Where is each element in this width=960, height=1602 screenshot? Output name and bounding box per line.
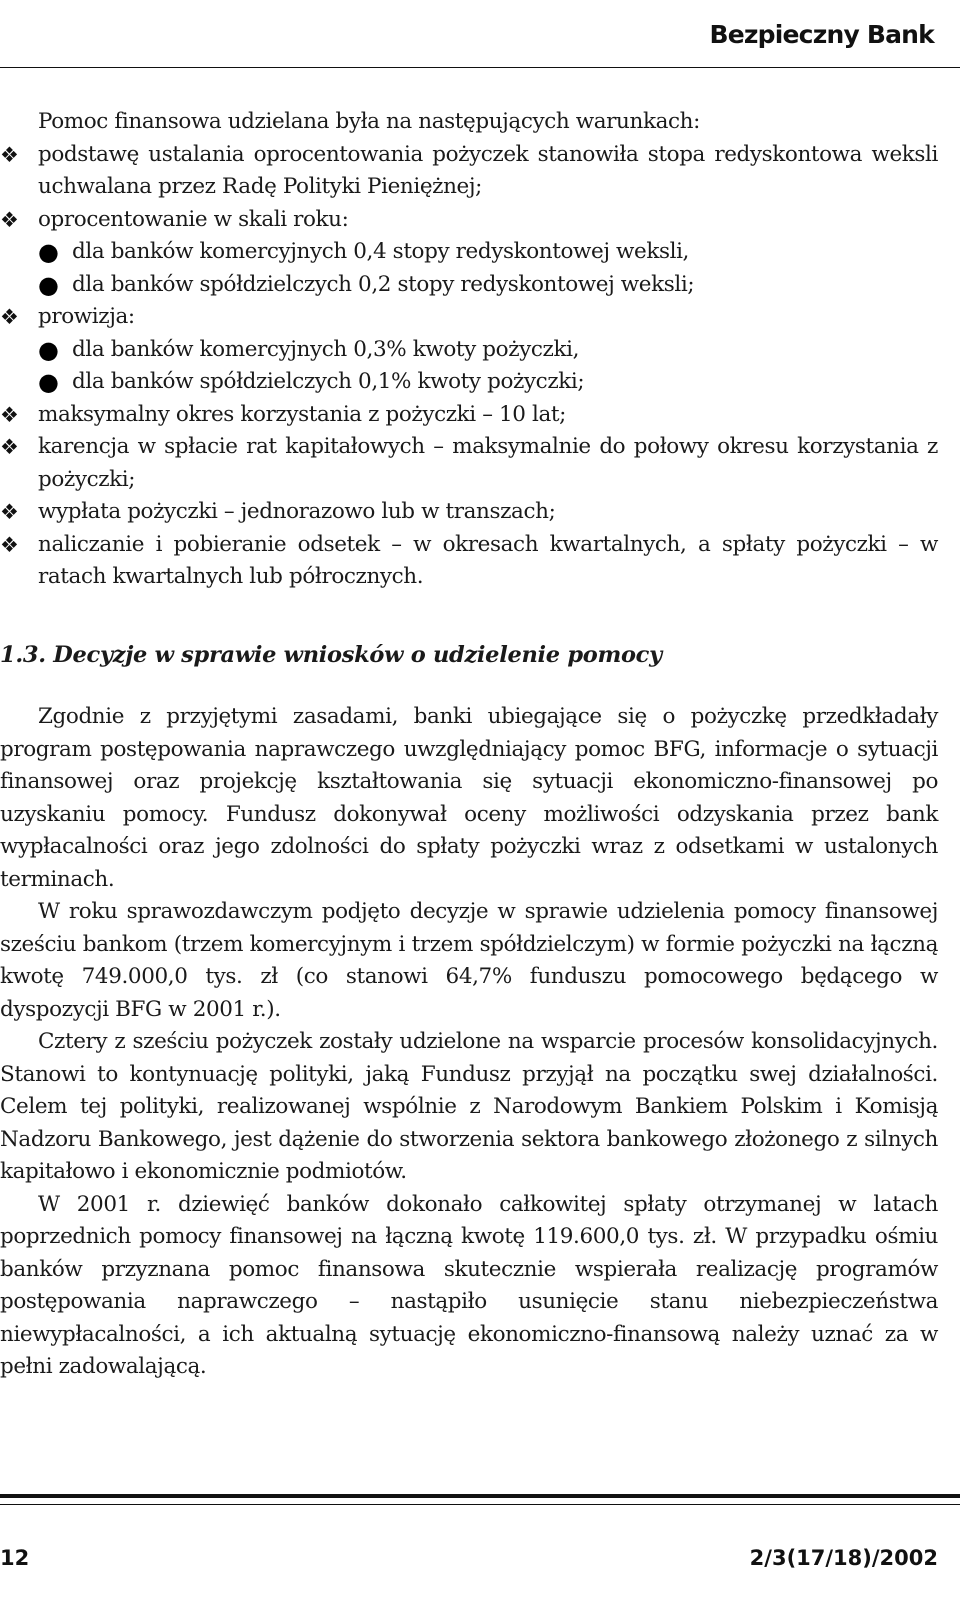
running-title: Bezpieczny Bank: [709, 20, 934, 49]
list-item: ❖ wypłata pożyczki – jednorazowo lub w transzach;: [0, 496, 938, 529]
body-paragraph: W 2001 r. dziewięć banków dokonało całkowitej spłaty otrzymanej w latach poprzednich pomocy finansowej na łączną kwotę 119.600,0 tys. zł. W przypadku ośmiu banków przyznana pomoc finansowa skutecznie wspierała realizację programów postępowania naprawczego – nastąpiło usunięcie stanu niebezpieczeństwa niewypłacalności, a ich aktualną sytuację ekonomiczno-finansową należy uznać za w pełni zadowalającą.: [0, 1191, 938, 1379]
body-paragraph: Cztery z sześciu pożyczek zostały udzielone na wsparcie procesów konsolidacyjnych. Stanowi to kontynuację polityki, jaką Fundusz przyjął na początku swej działalności. Celem tej polityki, realizowanej wspólnie z Narodowym Bankiem Polskim i Komisją Nadzoru Bankowego, jest dążenie do stworzenia sektora bankowego złożonego z silnych kapitałowo i ekonomicznie podmiotów.: [0, 1029, 938, 1184]
list-item: ❖ karencja w spłacie rat kapitałowych – maksymalnie do połowy okresu korzystania z pożyczki;: [0, 431, 938, 496]
sub-list-item: ● dla banków komercyjnych 0,4 stopy redyskontowej weksli,: [0, 236, 938, 269]
list-intro: Pomoc finansowa udzielana była na następujących warunkach:: [38, 109, 700, 134]
diamond-four-petal-icon: ❖: [0, 500, 19, 524]
black-dot-icon: ●: [38, 270, 59, 299]
diamond-four-petal-icon: ❖: [0, 207, 19, 232]
black-dot-icon: ●: [38, 335, 59, 364]
list-item: ❖ maksymalny okres korzystania z pożyczki – 10 lat;: [0, 399, 938, 432]
body-paragraph: Zgodnie z przyjętymi zasadami, banki ubiegające się o pożyczkę przedkładały program postępowania naprawczego uwzględniający pomoc BFG, informacje o sytuacji finansowej oraz projekcję kształtowania się sytuacji ekonomiczno-finansowej po uzyskaniu pomocy. Fundusz dokonywał oceny możliwości odzyskania przez bank wypłacalności oraz jego zdolności do spłaty pożyczki wraz z odsetkami w ustalonych terminach.: [0, 704, 938, 892]
sub-list-item: ● dla banków spółdzielczych 0,2 stopy redyskontowej weksli;: [0, 269, 938, 302]
diamond-four-petal-icon: ❖: [0, 142, 19, 167]
section-heading: 1.3. Decyzje w sprawie wniosków o udzielenie pomocy: [0, 641, 662, 668]
header-rule: [0, 67, 960, 68]
list-item: ❖ oprocentowanie w skali roku:: [0, 204, 938, 237]
black-dot-icon: ●: [38, 368, 59, 396]
diamond-four-petal-icon: ❖: [0, 305, 19, 329]
footer-rule-thin: [0, 1504, 960, 1505]
page-number: 12: [0, 1546, 30, 1570]
issue-number: 2/3(17/18)/2002: [749, 1546, 938, 1570]
page-body: [0, 106, 938, 1384]
list-item: ❖ naliczanie i pobieranie odsetek – w okresach kwartalnych, a spłaty pożyczki – w ratach kwartalnych lub półrocznych.: [0, 529, 938, 594]
diamond-four-petal-icon: ❖: [0, 532, 19, 557]
sub-list-item: ● dla banków spółdzielczych 0,1% kwoty pożyczki;: [0, 366, 938, 399]
diamond-four-petal-icon: ❖: [0, 435, 19, 459]
footer-rule-thick: [0, 1494, 960, 1498]
black-dot-icon: ●: [38, 238, 59, 266]
list-item: ❖ podstawę ustalania oprocentowania pożyczek stanowiła stopa redyskontowa weksli uchwalana przez Radę Polityki Pieniężnej;: [0, 139, 938, 204]
list-item: ❖ prowizja:: [0, 301, 938, 334]
diamond-four-petal-icon: ❖: [0, 402, 19, 427]
body-paragraph: W roku sprawozdawczym podjęto decyzje w sprawie udzielenia pomocy finansowej sześciu bankom (trzem komercyjnym i trzem spółdzielczym) w formie pożyczki na łączną kwotę 749.000,0 tys. zł (co stanowi 64,7% funduszu pomocowego będącego w dyspozycji BFG w 2001 r.).: [0, 899, 938, 1022]
sub-list-item: ● dla banków komercyjnych 0,3% kwoty pożyczki,: [0, 334, 938, 367]
